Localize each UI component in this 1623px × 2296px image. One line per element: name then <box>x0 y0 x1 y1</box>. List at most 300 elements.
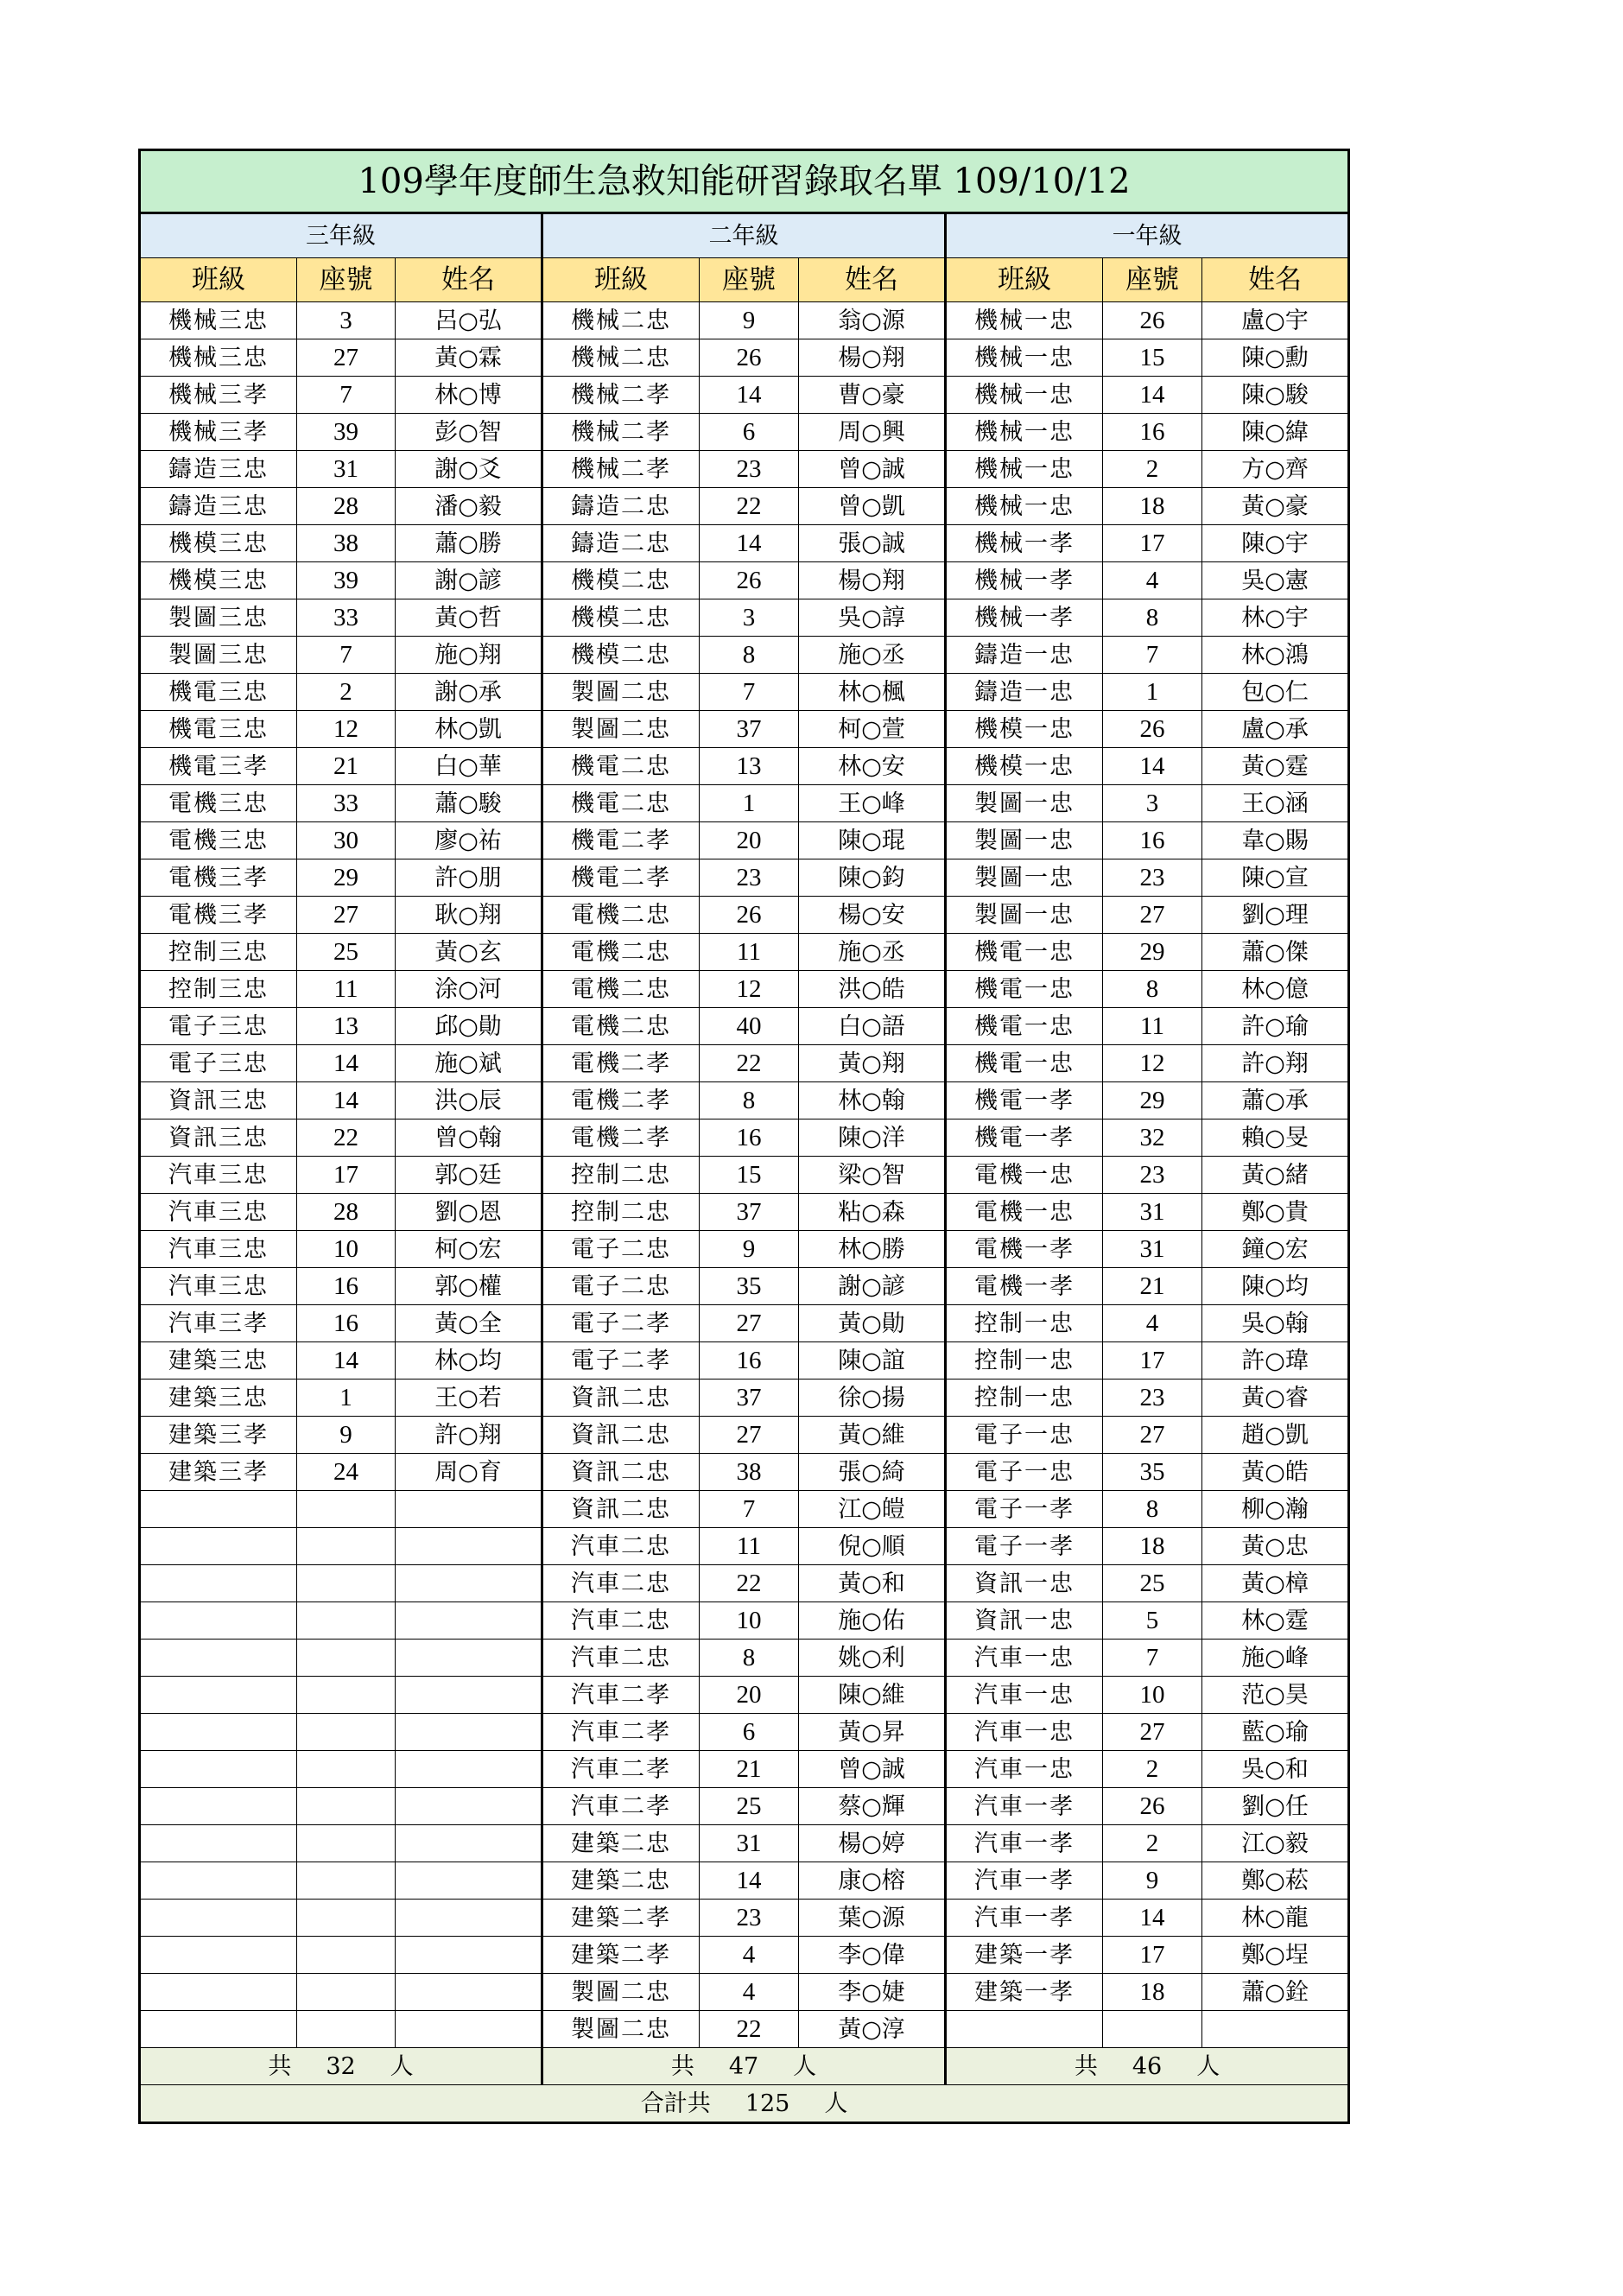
student-seat-grade-1: 17 <box>1103 1937 1202 1974</box>
student-name-grade-2: 黃○勛 <box>799 1305 946 1342</box>
student-seat-grade-3: 16 <box>297 1268 396 1305</box>
student-class-grade-3: 鑄造三忠 <box>140 488 297 525</box>
empty-cell <box>140 1677 297 1714</box>
student-seat-grade-2: 3 <box>700 599 799 637</box>
student-seat-grade-2: 23 <box>700 1900 799 1937</box>
table-row <box>140 674 1349 711</box>
student-class-grade-1: 汽車一忠 <box>946 1677 1103 1714</box>
student-class-grade-1: 資訊一忠 <box>946 1565 1103 1602</box>
table-row <box>140 339 1349 377</box>
empty-cell <box>140 1788 297 1825</box>
empty-cell <box>396 2011 542 2048</box>
student-class-grade-2: 資訊二忠 <box>542 1380 700 1417</box>
student-name-grade-1: 柳○瀚 <box>1202 1491 1349 1528</box>
student-class-grade-1: 電機一忠 <box>946 1194 1103 1231</box>
student-name-grade-1: 陳○均 <box>1202 1268 1349 1305</box>
student-name-grade-1: 鐘○宏 <box>1202 1231 1349 1268</box>
student-seat-grade-1: 29 <box>1103 934 1202 971</box>
student-name-grade-1: 劉○任 <box>1202 1788 1349 1825</box>
empty-cell <box>396 1900 542 1937</box>
student-name-grade-1: 陳○宣 <box>1202 859 1349 897</box>
student-name-grade-1: 許○瑜 <box>1202 1008 1349 1045</box>
table-row <box>140 1862 1349 1900</box>
student-name-grade-2: 林○楓 <box>799 674 946 711</box>
student-seat-grade-2: 22 <box>700 2011 799 2048</box>
student-seat-grade-2: 1 <box>700 785 799 822</box>
student-class-grade-2: 建築二忠 <box>542 1862 700 1900</box>
student-seat-grade-1: 26 <box>1103 302 1202 339</box>
student-name-grade-2: 吳○諄 <box>799 599 946 637</box>
student-class-grade-2: 電機二忠 <box>542 1008 700 1045</box>
student-seat-grade-3: 12 <box>297 711 396 748</box>
table-row <box>140 1380 1349 1417</box>
table-row <box>140 1937 1349 1974</box>
student-name-grade-2: 楊○婷 <box>799 1825 946 1862</box>
admission-list-table <box>138 149 1350 2124</box>
student-name-grade-1: 趙○凱 <box>1202 1417 1349 1454</box>
student-class-grade-2: 製圖二忠 <box>542 2011 700 2048</box>
subtotal-suffix: 人 <box>793 2052 817 2080</box>
table-row <box>140 1082 1349 1119</box>
student-class-grade-1: 汽車一孝 <box>946 1825 1103 1862</box>
table-row <box>140 1825 1349 1862</box>
student-seat-grade-3: 10 <box>297 1231 396 1268</box>
student-seat-grade-2: 26 <box>700 562 799 599</box>
student-class-grade-2: 電子二孝 <box>542 1305 700 1342</box>
grand-total <box>140 2085 1349 2123</box>
student-name-grade-2: 曾○凱 <box>799 488 946 525</box>
student-name-grade-1: 盧○宇 <box>1202 302 1349 339</box>
student-seat-grade-1: 23 <box>1103 859 1202 897</box>
student-seat-grade-2: 8 <box>700 637 799 674</box>
student-class-grade-1: 製圖一忠 <box>946 859 1103 897</box>
student-class-grade-1: 電子一忠 <box>946 1454 1103 1491</box>
student-class-grade-2: 建築二孝 <box>542 1900 700 1937</box>
student-class-grade-2: 電機二孝 <box>542 1045 700 1082</box>
student-class-grade-1: 汽車一忠 <box>946 1640 1103 1677</box>
student-seat-grade-1: 18 <box>1103 1528 1202 1565</box>
student-class-grade-2: 汽車二孝 <box>542 1751 700 1788</box>
student-seat-grade-1: 1 <box>1103 674 1202 711</box>
student-seat-grade-2: 14 <box>700 1862 799 1900</box>
student-name-grade-1: 黃○皓 <box>1202 1454 1349 1491</box>
student-seat-grade-3: 14 <box>297 1082 396 1119</box>
student-seat-grade-1: 7 <box>1103 637 1202 674</box>
empty-cell <box>297 1788 396 1825</box>
student-seat-grade-1: 26 <box>1103 1788 1202 1825</box>
student-class-grade-2: 機械二孝 <box>542 414 700 451</box>
student-class-grade-1: 機電一孝 <box>946 1082 1103 1119</box>
student-seat-grade-1: 21 <box>1103 1268 1202 1305</box>
student-name-grade-3: 謝○諺 <box>396 562 542 599</box>
empty-cell <box>297 1974 396 2011</box>
empty-cell <box>297 1602 396 1640</box>
table-row <box>140 1565 1349 1602</box>
student-seat-grade-1: 4 <box>1103 562 1202 599</box>
table-row <box>140 1788 1349 1825</box>
student-name-grade-3: 洪○辰 <box>396 1082 542 1119</box>
student-name-grade-1: 鄭○埕 <box>1202 1937 1349 1974</box>
student-class-grade-1: 電子一忠 <box>946 1417 1103 1454</box>
student-class-grade-1: 機械一忠 <box>946 414 1103 451</box>
table-row <box>140 637 1349 674</box>
student-seat-grade-2: 21 <box>700 1751 799 1788</box>
student-seat-grade-3: 29 <box>297 859 396 897</box>
student-class-grade-2: 電機二忠 <box>542 897 700 934</box>
student-class-grade-1: 汽車一忠 <box>946 1714 1103 1751</box>
student-name-grade-2: 白○語 <box>799 1008 946 1045</box>
column-header-seat: 座號 <box>297 258 396 302</box>
student-class-grade-1: 鑄造一忠 <box>946 674 1103 711</box>
student-seat-grade-1: 32 <box>1103 1119 1202 1157</box>
student-seat-grade-1: 8 <box>1103 1491 1202 1528</box>
student-name-grade-2: 黃○維 <box>799 1417 946 1454</box>
subtotal-prefix: 共 <box>1074 2052 1098 2080</box>
student-seat-grade-3: 1 <box>297 1380 396 1417</box>
student-class-grade-2: 資訊二忠 <box>542 1454 700 1491</box>
student-class-grade-3: 電子三忠 <box>140 1008 297 1045</box>
student-class-grade-1: 資訊一忠 <box>946 1602 1103 1640</box>
student-name-grade-2: 柯○萱 <box>799 711 946 748</box>
column-header-class: 班級 <box>542 258 700 302</box>
student-class-grade-3: 製圖三忠 <box>140 599 297 637</box>
student-seat-grade-2: 7 <box>700 674 799 711</box>
student-seat-grade-1: 5 <box>1103 1602 1202 1640</box>
student-name-grade-2: 林○勝 <box>799 1231 946 1268</box>
student-seat-grade-2: 37 <box>700 1380 799 1417</box>
student-name-grade-1: 黃○睿 <box>1202 1380 1349 1417</box>
student-class-grade-3: 機電三孝 <box>140 748 297 785</box>
student-seat-grade-2: 22 <box>700 1565 799 1602</box>
table-row <box>140 1342 1349 1380</box>
table-row <box>140 1417 1349 1454</box>
student-class-grade-2: 建築二孝 <box>542 1937 700 1974</box>
student-class-grade-3: 控制三忠 <box>140 934 297 971</box>
student-name-grade-3: 呂○弘 <box>396 302 542 339</box>
student-class-grade-1: 機械一孝 <box>946 525 1103 562</box>
grade-header-3: 三年級 <box>140 213 542 258</box>
table-row <box>140 1305 1349 1342</box>
student-name-grade-3: 柯○宏 <box>396 1231 542 1268</box>
student-seat-grade-3: 22 <box>297 1119 396 1157</box>
student-seat-grade-1: 35 <box>1103 1454 1202 1491</box>
student-seat-grade-2: 14 <box>700 377 799 414</box>
student-name-grade-2: 倪○順 <box>799 1528 946 1565</box>
student-seat-grade-2: 9 <box>700 1231 799 1268</box>
student-seat-grade-2: 35 <box>700 1268 799 1305</box>
empty-cell <box>140 1528 297 1565</box>
empty-cell <box>396 1565 542 1602</box>
student-name-grade-2: 黃○淳 <box>799 2011 946 2048</box>
table-row <box>140 488 1349 525</box>
empty-cell <box>297 1937 396 1974</box>
student-seat-grade-1: 3 <box>1103 785 1202 822</box>
student-name-grade-1: 藍○瑜 <box>1202 1714 1349 1751</box>
empty-cell <box>396 1677 542 1714</box>
student-name-grade-1: 陳○緯 <box>1202 414 1349 451</box>
student-class-grade-3: 電機三孝 <box>140 859 297 897</box>
student-class-grade-2: 機械二孝 <box>542 451 700 488</box>
empty-cell <box>297 1640 396 1677</box>
table-row <box>140 1491 1349 1528</box>
student-class-grade-2: 機模二忠 <box>542 637 700 674</box>
student-class-grade-1: 電機一孝 <box>946 1268 1103 1305</box>
student-seat-grade-3: 13 <box>297 1008 396 1045</box>
student-seat-grade-2: 37 <box>700 1194 799 1231</box>
student-seat-grade-2: 12 <box>700 971 799 1008</box>
student-name-grade-1: 黃○霆 <box>1202 748 1349 785</box>
student-seat-grade-2: 4 <box>700 1974 799 2011</box>
student-name-grade-1: 方○齊 <box>1202 451 1349 488</box>
student-name-grade-1: 林○霆 <box>1202 1602 1349 1640</box>
table-row <box>140 1528 1349 1565</box>
student-name-grade-2: 曹○豪 <box>799 377 946 414</box>
student-seat-grade-2: 23 <box>700 451 799 488</box>
student-name-grade-1: 鄭○菘 <box>1202 1862 1349 1900</box>
student-name-grade-2: 蔡○輝 <box>799 1788 946 1825</box>
grand-total-count: 125 <box>745 2090 790 2117</box>
student-seat-grade-1: 11 <box>1103 1008 1202 1045</box>
student-class-grade-2: 控制二忠 <box>542 1157 700 1194</box>
table-row <box>140 562 1349 599</box>
student-class-grade-1: 電子一孝 <box>946 1491 1103 1528</box>
sheet-title: 109學年度師生急救知能研習錄取名單 109/10/12 <box>140 150 1349 213</box>
student-name-grade-2: 楊○翔 <box>799 339 946 377</box>
table-row <box>140 525 1349 562</box>
student-name-grade-2: 楊○安 <box>799 897 946 934</box>
student-seat-grade-3: 3 <box>297 302 396 339</box>
student-seat-grade-1: 2 <box>1103 1751 1202 1788</box>
student-seat-grade-1: 23 <box>1103 1380 1202 1417</box>
column-header-name: 姓名 <box>799 258 946 302</box>
student-name-grade-1: 范○昊 <box>1202 1677 1349 1714</box>
student-class-grade-1: 機電一忠 <box>946 934 1103 971</box>
student-seat-grade-1: 7 <box>1103 1640 1202 1677</box>
empty-cell <box>140 1714 297 1751</box>
empty-cell <box>140 1825 297 1862</box>
student-name-grade-3: 曾○翰 <box>396 1119 542 1157</box>
student-seat-grade-1: 23 <box>1103 1157 1202 1194</box>
student-class-grade-3: 電機三忠 <box>140 822 297 859</box>
student-seat-grade-1: 16 <box>1103 822 1202 859</box>
student-name-grade-1: 林○鴻 <box>1202 637 1349 674</box>
student-class-grade-1: 機電一孝 <box>946 1119 1103 1157</box>
subtotal-suffix: 人 <box>390 2052 414 2080</box>
student-class-grade-3: 汽車三忠 <box>140 1194 297 1231</box>
student-name-grade-3: 許○翔 <box>396 1417 542 1454</box>
student-name-grade-1: 蕭○傑 <box>1202 934 1349 971</box>
student-name-grade-2: 周○興 <box>799 414 946 451</box>
student-name-grade-1: 劉○理 <box>1202 897 1349 934</box>
student-name-grade-1: 鄭○貴 <box>1202 1194 1349 1231</box>
student-name-grade-3: 林○凱 <box>396 711 542 748</box>
student-class-grade-2: 機電二忠 <box>542 785 700 822</box>
table-row <box>140 414 1349 451</box>
student-class-grade-3: 建築三忠 <box>140 1342 297 1380</box>
subtotal-prefix: 共 <box>670 2052 694 2080</box>
student-seat-grade-1: 27 <box>1103 1417 1202 1454</box>
student-seat-grade-3: 28 <box>297 1194 396 1231</box>
table-row <box>140 1194 1349 1231</box>
student-seat-grade-2: 22 <box>700 1045 799 1082</box>
student-class-grade-3: 電子三忠 <box>140 1045 297 1082</box>
student-class-grade-3: 資訊三忠 <box>140 1119 297 1157</box>
student-seat-grade-3: 30 <box>297 822 396 859</box>
student-name-grade-2: 張○綺 <box>799 1454 946 1491</box>
student-name-grade-3: 劉○恩 <box>396 1194 542 1231</box>
student-class-grade-3: 機械三孝 <box>140 377 297 414</box>
student-class-grade-1: 機電一忠 <box>946 971 1103 1008</box>
student-seat-grade-3: 24 <box>297 1454 396 1491</box>
student-name-grade-1: 蕭○承 <box>1202 1082 1349 1119</box>
subtotal-count: 47 <box>728 2052 759 2080</box>
student-name-grade-1: 蕭○銓 <box>1202 1974 1349 2011</box>
empty-cell <box>396 1640 542 1677</box>
grade-header-1: 一年級 <box>946 213 1349 258</box>
student-class-grade-2: 汽車二忠 <box>542 1602 700 1640</box>
student-class-grade-1: 鑄造一忠 <box>946 637 1103 674</box>
student-name-grade-3: 彭○智 <box>396 414 542 451</box>
student-class-grade-1: 汽車一孝 <box>946 1788 1103 1825</box>
student-seat-grade-3: 14 <box>297 1045 396 1082</box>
student-class-grade-3: 機械三忠 <box>140 339 297 377</box>
student-name-grade-2: 黃○昇 <box>799 1714 946 1751</box>
table-row <box>140 1900 1349 1937</box>
student-seat-grade-1: 17 <box>1103 1342 1202 1380</box>
student-name-grade-3: 林○均 <box>396 1342 542 1380</box>
student-class-grade-1: 控制一忠 <box>946 1380 1103 1417</box>
subtotal-prefix: 共 <box>268 2052 292 2080</box>
student-name-grade-1: 林○億 <box>1202 971 1349 1008</box>
empty-cell <box>297 1900 396 1937</box>
empty-cell <box>396 1825 542 1862</box>
student-class-grade-2: 機模二忠 <box>542 562 700 599</box>
student-name-grade-1: 盧○承 <box>1202 711 1349 748</box>
column-header-class: 班級 <box>140 258 297 302</box>
student-class-grade-1: 控制一忠 <box>946 1305 1103 1342</box>
student-name-grade-2: 曾○誠 <box>799 1751 946 1788</box>
subtotal-grade-3 <box>140 2048 542 2085</box>
student-seat-grade-1: 31 <box>1103 1194 1202 1231</box>
student-name-grade-1: 黃○樟 <box>1202 1565 1349 1602</box>
student-name-grade-2: 江○皚 <box>799 1491 946 1528</box>
student-name-grade-3: 謝○爻 <box>396 451 542 488</box>
student-name-grade-2: 翁○源 <box>799 302 946 339</box>
student-seat-grade-2: 16 <box>700 1342 799 1380</box>
student-name-grade-2: 施○丞 <box>799 934 946 971</box>
empty-cell <box>1202 2011 1349 2048</box>
student-class-grade-2: 鑄造二忠 <box>542 525 700 562</box>
student-seat-grade-3: 9 <box>297 1417 396 1454</box>
empty-cell <box>396 1602 542 1640</box>
student-name-grade-2: 陳○洋 <box>799 1119 946 1157</box>
student-name-grade-2: 葉○源 <box>799 1900 946 1937</box>
student-seat-grade-1: 2 <box>1103 1825 1202 1862</box>
student-seat-grade-1: 18 <box>1103 488 1202 525</box>
table-row <box>140 1602 1349 1640</box>
student-class-grade-1: 機械一忠 <box>946 488 1103 525</box>
student-name-grade-2: 黃○翔 <box>799 1045 946 1082</box>
student-seat-grade-2: 27 <box>700 1305 799 1342</box>
student-class-grade-3: 電機三孝 <box>140 897 297 934</box>
student-name-grade-1: 林○宇 <box>1202 599 1349 637</box>
student-seat-grade-2: 7 <box>700 1491 799 1528</box>
student-class-grade-3: 機電三忠 <box>140 674 297 711</box>
empty-cell <box>140 1974 297 2011</box>
column-header-seat: 座號 <box>1103 258 1202 302</box>
student-name-grade-2: 姚○利 <box>799 1640 946 1677</box>
student-seat-grade-3: 17 <box>297 1157 396 1194</box>
student-class-grade-1: 製圖一忠 <box>946 897 1103 934</box>
table-row <box>140 1751 1349 1788</box>
student-seat-grade-3: 38 <box>297 525 396 562</box>
student-seat-grade-2: 6 <box>700 1714 799 1751</box>
empty-cell <box>396 1862 542 1900</box>
student-seat-grade-3: 28 <box>297 488 396 525</box>
student-class-grade-3: 資訊三忠 <box>140 1082 297 1119</box>
student-class-grade-2: 控制二忠 <box>542 1194 700 1231</box>
student-seat-grade-1: 27 <box>1103 897 1202 934</box>
student-class-grade-2: 電機二忠 <box>542 971 700 1008</box>
student-seat-grade-1: 14 <box>1103 377 1202 414</box>
table-row <box>140 1157 1349 1194</box>
subtotal-count: 32 <box>326 2052 356 2080</box>
student-class-grade-3: 汽車三忠 <box>140 1231 297 1268</box>
student-name-grade-2: 施○佑 <box>799 1602 946 1640</box>
student-class-grade-3: 汽車三孝 <box>140 1305 297 1342</box>
student-name-grade-2: 曾○誠 <box>799 451 946 488</box>
student-name-grade-1: 黃○豪 <box>1202 488 1349 525</box>
table-row <box>140 1640 1349 1677</box>
student-class-grade-2: 機電二孝 <box>542 822 700 859</box>
student-class-grade-2: 機電二孝 <box>542 859 700 897</box>
student-class-grade-1: 製圖一忠 <box>946 822 1103 859</box>
student-seat-grade-2: 25 <box>700 1788 799 1825</box>
empty-cell <box>140 1937 297 1974</box>
student-name-grade-3: 郭○權 <box>396 1268 542 1305</box>
student-seat-grade-1: 8 <box>1103 599 1202 637</box>
student-seat-grade-3: 33 <box>297 599 396 637</box>
empty-cell <box>140 1640 297 1677</box>
table-row <box>140 451 1349 488</box>
student-class-grade-3: 機電三忠 <box>140 711 297 748</box>
student-class-grade-2: 製圖二忠 <box>542 674 700 711</box>
empty-cell <box>297 1714 396 1751</box>
student-class-grade-1: 汽車一忠 <box>946 1751 1103 1788</box>
student-name-grade-3: 謝○承 <box>396 674 542 711</box>
empty-cell <box>297 1491 396 1528</box>
student-name-grade-3: 周○育 <box>396 1454 542 1491</box>
student-seat-grade-1: 18 <box>1103 1974 1202 2011</box>
empty-cell <box>396 1491 542 1528</box>
student-name-grade-1: 許○瑋 <box>1202 1342 1349 1380</box>
student-name-grade-2: 張○誠 <box>799 525 946 562</box>
student-seat-grade-2: 4 <box>700 1937 799 1974</box>
student-seat-grade-1: 14 <box>1103 748 1202 785</box>
student-class-grade-3: 鑄造三忠 <box>140 451 297 488</box>
student-name-grade-3: 潘○毅 <box>396 488 542 525</box>
student-name-grade-2: 粘○森 <box>799 1194 946 1231</box>
student-seat-grade-1: 4 <box>1103 1305 1202 1342</box>
student-class-grade-1: 製圖一忠 <box>946 785 1103 822</box>
student-class-grade-1: 機模一忠 <box>946 748 1103 785</box>
student-seat-grade-2: 23 <box>700 859 799 897</box>
table-row <box>140 1454 1349 1491</box>
student-seat-grade-2: 27 <box>700 1417 799 1454</box>
table-row <box>140 1231 1349 1268</box>
student-class-grade-2: 鑄造二忠 <box>542 488 700 525</box>
student-name-grade-2: 林○翰 <box>799 1082 946 1119</box>
